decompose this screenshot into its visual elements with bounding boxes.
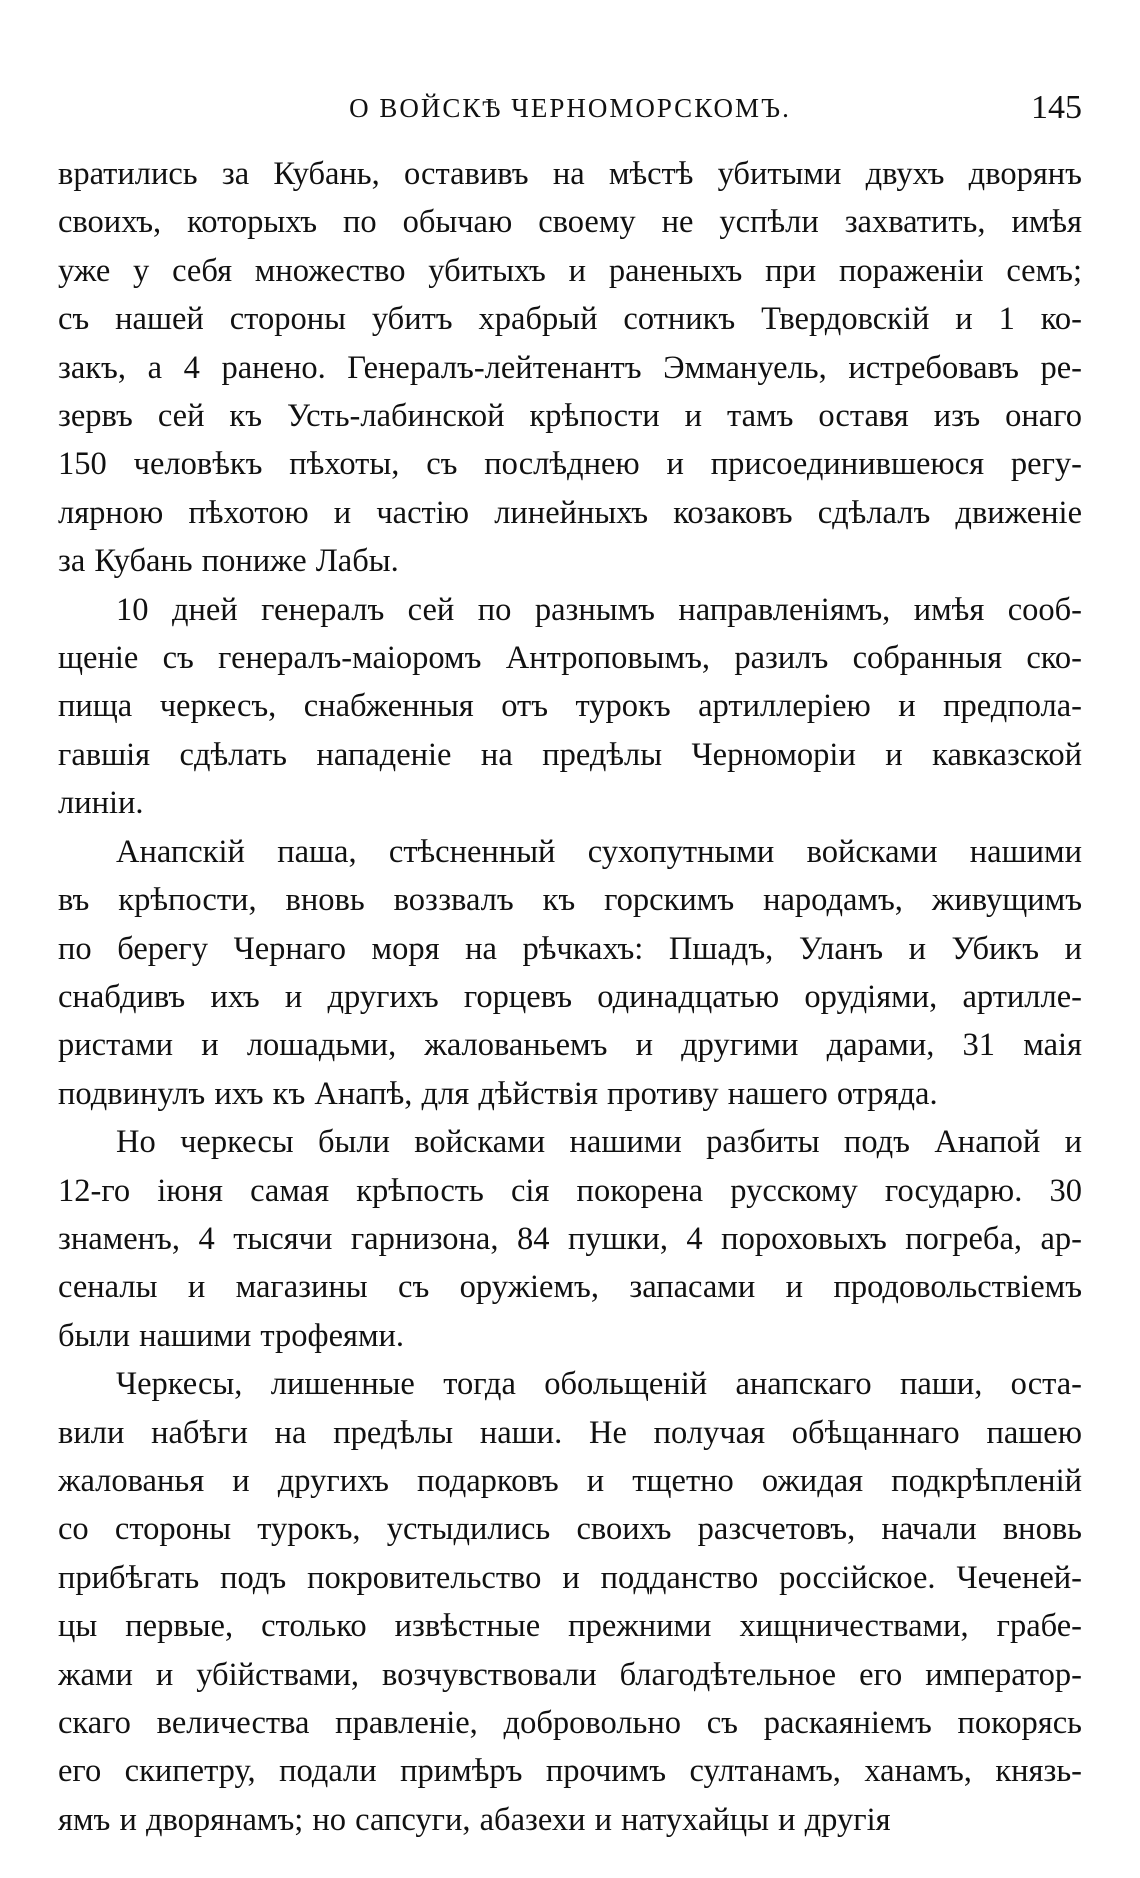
text-line: вратились за Кубань, оставивъ на мѣстѣ убитыми двухъ дворянъ (58, 156, 1082, 192)
text-line: Но черкесы были войсками нашими разбиты подъ Анапой и (116, 1124, 1082, 1161)
text-line: по берегу Чернаго моря на рѣчкахъ: Пшадъ, Уланъ и Убикъ и (58, 930, 1082, 967)
text-line: скаго величества правленіе, добровольно съ раскаяніемъ покорясь (58, 1705, 1082, 1741)
text-line: закъ, а 4 ранено. Генералъ-лейтенантъ Эммануель, истребовавъ ре- (58, 349, 1082, 386)
text-line: его скипетру, подали примѣръ прочимъ султанамъ, ханамъ, князь- (58, 1753, 1082, 1790)
text-line: своихъ, которыхъ по обычаю своему не успѣли захватить, имѣя (58, 204, 1082, 241)
paragraph (58, 150, 1082, 586)
running-title: О ВОЙСКѢ ЧЕРНОМОРСКОМЪ. (349, 93, 791, 123)
text-line: лярною пѣхотою и частію линейныхъ козаковъ сдѣлалъ движеніе (58, 494, 1082, 531)
text-line: Анапскій паша, стѣсненный сухопутными войсками нашими (116, 833, 1082, 870)
text-line: гавшія сдѣлать нападеніе на предѣлы Черноморіи и кавказской (58, 736, 1082, 773)
text-line: уже у себя множество убитыхъ и раненыхъ при пораженіи семъ; (58, 252, 1082, 289)
text-line: ямъ и дворянамъ; но сапсуги, абазехи и натухайцы и другія (58, 1801, 891, 1838)
text-line: Черкесы, лишенные тогда обольщеній анапскаго паши, оста- (116, 1366, 1082, 1403)
text-line: пища черкесъ, снабженныя отъ турокъ артиллеріею и предпола- (58, 688, 1082, 725)
text-line: знаменъ, 4 тысячи гарнизона, 84 пушки, 4 пороховыхъ погреба, ар- (58, 1220, 1082, 1257)
text-line: 12-го іюня самая крѣпость сія покорена русскому государю. 30 (58, 1172, 1082, 1209)
paragraph (58, 828, 1082, 1118)
paragraph (58, 1118, 1082, 1360)
text-line: прибѣгать подъ покровительство и подданство россійское. Чеченей- (58, 1559, 1082, 1596)
page-number: 145 (1031, 89, 1082, 126)
text-line: сеналы и магазины съ оружіемъ, запасами и продовольствіемъ (58, 1269, 1082, 1306)
text-line: съ нашей стороны убитъ храбрый сотникъ Твердовскій и 1 ко- (58, 301, 1082, 338)
text-line: щеніе съ генералъ-маіоромъ Антроповымъ, разилъ собранныя ско- (58, 640, 1082, 677)
text-line: цы первые, столько извѣстные прежними хищничествами, грабе- (58, 1608, 1082, 1645)
text-line: снабдивъ ихъ и другихъ горцевъ одинадцатью орудіями, артилле- (58, 978, 1082, 1015)
text-line: были нашими трофеями. (58, 1317, 405, 1354)
paragraph (58, 1360, 1082, 1844)
text-line: подвинулъ ихъ къ Анапѣ, для дѣйствія противу нашего отряда. (58, 1075, 938, 1112)
text-line: жалованья и другихъ подарковъ и тщетно ожидая подкрѣпленій (58, 1462, 1082, 1499)
text-line: 150 человѣкъ пѣхоты, съ послѣднею и присоединившеюся регу- (58, 446, 1082, 483)
page-body-text (58, 150, 1082, 1844)
text-line: жами и убійствами, возчувствовали благодѣтельное его император- (58, 1656, 1082, 1693)
text-line: въ крѣпости, вновь воззвалъ къ горскимъ народамъ, живущимъ (58, 882, 1082, 919)
text-line: линіи. (58, 785, 144, 822)
page-header (58, 80, 1082, 136)
text-line: зервъ сей къ Усть-лабинской крѣпости и тамъ оставя изъ онаго (58, 398, 1082, 435)
text-line: ристами и лошадьми, жалованьемъ и другими дарами, 31 маія (58, 1027, 1082, 1064)
text-line: 10 дней генералъ сей по разнымъ направленіямъ, имѣя сооб- (116, 591, 1082, 628)
text-line: за Кубань пониже Лабы. (58, 543, 399, 580)
paragraph (58, 586, 1082, 828)
text-line: со стороны турокъ, устыдились своихъ разсчетовъ, начали вновь (58, 1511, 1082, 1548)
text-line: вили набѣги на предѣлы наши. Не получая обѣщаннаго пашею (58, 1414, 1082, 1451)
